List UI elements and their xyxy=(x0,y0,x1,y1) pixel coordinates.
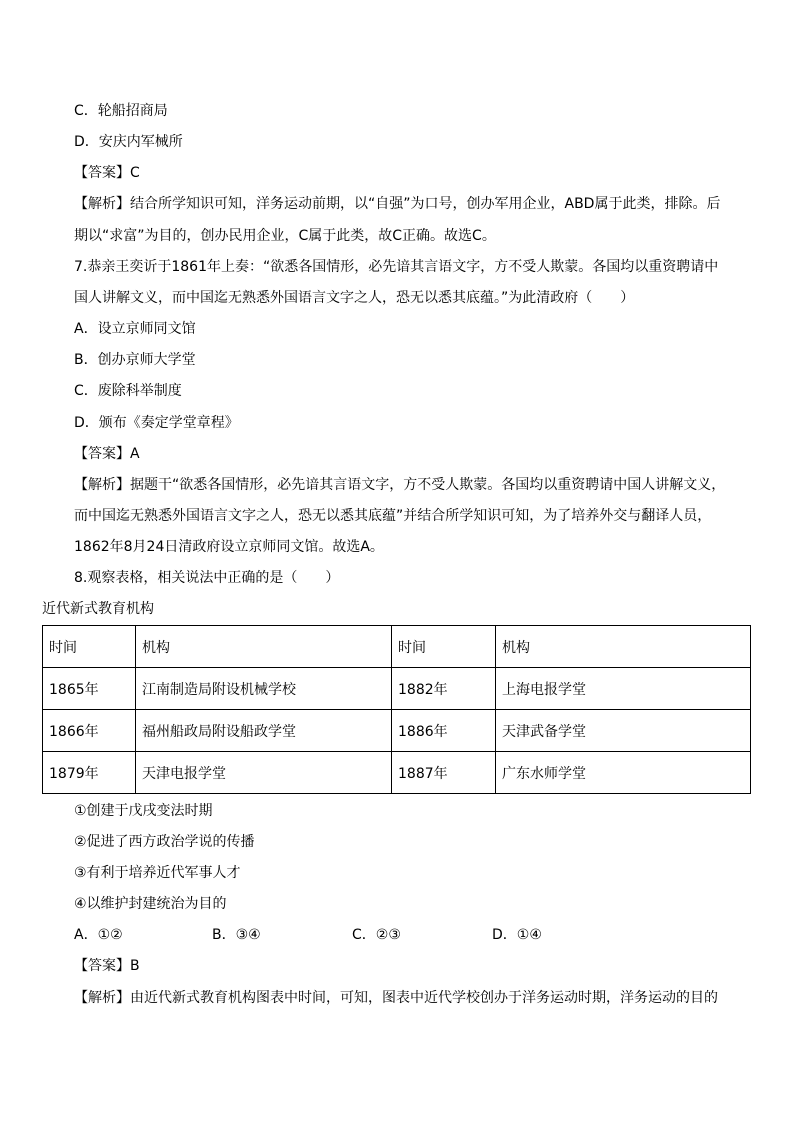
table-cell: 1886年 xyxy=(392,710,496,752)
q7-stem-line-2: 国人讲解文义，而中国迄无熟悉外国语言文字之人，恐无以悉其底蕴。”为此清政府（ ） xyxy=(74,290,635,306)
table-row xyxy=(43,668,751,710)
q8-analysis-line-1: 【解析】由近代新式教育机构图表中时间，可知，图表中近代学校创办于洋务运动时期，洋务运动的目的 xyxy=(74,990,718,1006)
statement-4: ④以维护封建统治为目的 xyxy=(74,896,227,912)
q7-analysis-line-2: 而中国迄无熟悉外国语言文字之人，恐无以悉其底蕴”并结合所学知识可知，为了培养外交与翻译人员， xyxy=(74,508,712,524)
statement-3: ③有利于培养近代军事人才 xyxy=(74,865,241,881)
q6-answer: 【答案】C xyxy=(74,165,140,181)
q6-option-d: D．安庆内军械所 xyxy=(74,134,183,150)
q7-analysis-line-3: 1862年8月24日清政府设立京师同文馆。故选A。 xyxy=(74,539,384,555)
q8-stem: 8.观察表格，相关说法中正确的是（ ） xyxy=(74,570,340,586)
q8-option-d: D．①④ xyxy=(492,927,542,943)
q7-answer: 【答案】A xyxy=(74,446,140,462)
table-row xyxy=(43,710,751,752)
table-cell: 1866年 xyxy=(43,710,136,752)
statement-2: ②促进了西方政治学说的传播 xyxy=(74,834,255,850)
table-cell: 1882年 xyxy=(392,668,496,710)
q8-options xyxy=(74,925,674,945)
table-cell: 广东水师学堂 xyxy=(496,752,751,794)
q8-answer: 【答案】B xyxy=(74,958,140,974)
header-cell: 机构 xyxy=(136,626,392,668)
table-header-row xyxy=(43,626,751,668)
q7-option-d: D．颁布《奏定学堂章程》 xyxy=(74,415,239,431)
education-institutions-table xyxy=(42,625,751,794)
header-cell: 机构 xyxy=(496,626,751,668)
q8-option-c: C．②③ xyxy=(352,927,401,943)
statement-1: ①创建于戊戌变法时期 xyxy=(74,803,213,819)
table-cell: 天津电报学堂 xyxy=(136,752,392,794)
header-cell: 时间 xyxy=(43,626,136,668)
q6-analysis-line-2: 期以“求富”为目的，创办民用企业，C属于此类，故C正确。故选C。 xyxy=(74,228,496,244)
q8-option-b: B．③④ xyxy=(212,927,261,943)
q6-analysis-line-1: 【解析】结合所学知识可知，洋务运动前期，以“自强”为口号，创办军用企业，ABD属于此类，排除。后 xyxy=(74,196,721,212)
q7-option-a: A．设立京师同文馆 xyxy=(74,321,196,337)
table-cell: 江南制造局附设机械学校 xyxy=(136,668,392,710)
q8-option-a: A．①② xyxy=(74,927,123,943)
table-title: 近代新式教育机构 xyxy=(42,601,154,617)
q7-stem-line-1: 7.恭亲王奕䜣于1861年上奏：“欲悉各国情形，必先谙其言语文字，方不受人欺蒙。各国均以重资聘请中 xyxy=(74,259,719,275)
table-cell: 福州船政局附设船政学堂 xyxy=(136,710,392,752)
table-cell: 上海电报学堂 xyxy=(496,668,751,710)
table-row xyxy=(43,752,751,794)
table-cell: 天津武备学堂 xyxy=(496,710,751,752)
q7-analysis-line-1: 【解析】据题干“欲悉各国情形，必先谙其言语文字，方不受人欺蒙。各国均以重资聘请中国人讲解文义， xyxy=(74,477,726,493)
table-cell: 1879年 xyxy=(43,752,136,794)
header-cell: 时间 xyxy=(392,626,496,668)
table-cell: 1887年 xyxy=(392,752,496,794)
table-cell: 1865年 xyxy=(43,668,136,710)
q6-option-c: C．轮船招商局 xyxy=(74,103,168,119)
q7-option-c: C．废除科举制度 xyxy=(74,383,182,399)
q7-option-b: B．创办京师大学堂 xyxy=(74,352,196,368)
